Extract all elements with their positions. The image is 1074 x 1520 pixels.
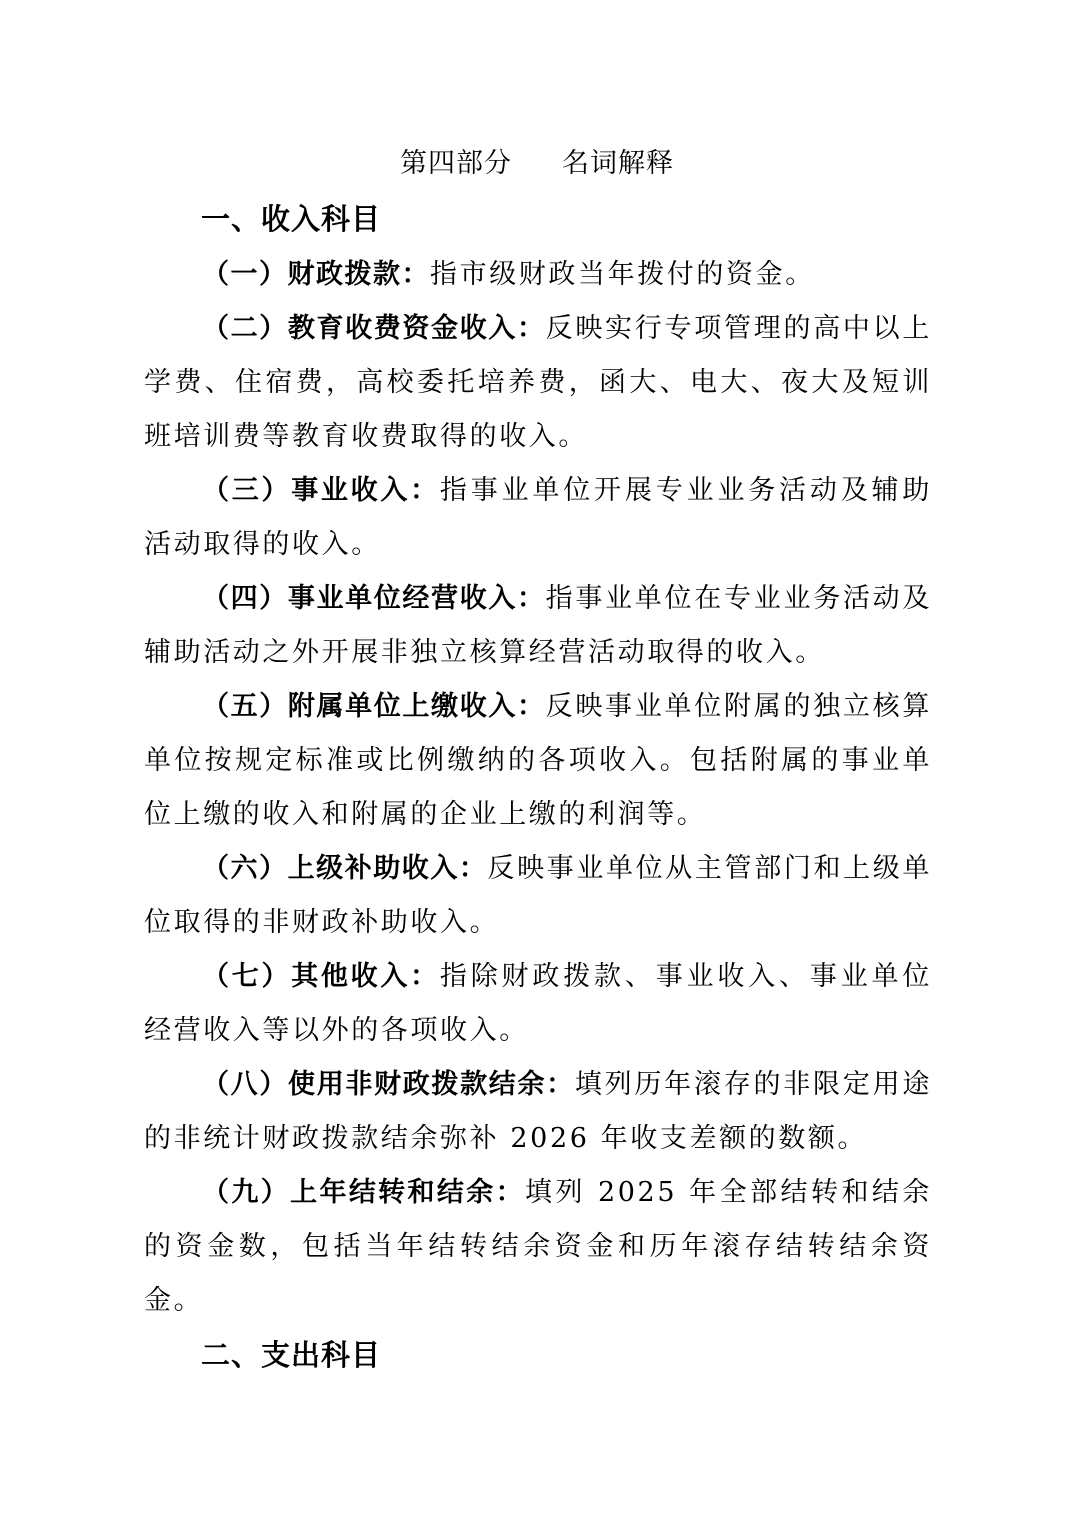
item-term: （四）事业单位经营收入： [202,583,546,614]
page-title [0,142,1074,186]
list-item [144,572,932,680]
item-definition: 反映事业单位附属的独立核算单位按规定标准或比例缴纳的各项收入。包括附属的事业单位上缴的收入和附属的企业上缴的利润等。 [144,691,932,830]
list-item [144,842,932,950]
item-definition: 指事业单位在专业业务活动及辅助活动之外开展非独立核算经营活动取得的收入。 [144,583,932,668]
item-term: （八）使用非财政拨款结余： [202,1069,575,1100]
section-heading-income: 一、收入科目 [201,202,382,236]
item-term: （七）其他收入： [202,961,440,992]
section-heading-expenditure: 二、支出科目 [201,1338,382,1372]
list-item [144,680,932,842]
item-term: （九）上年结转和结余： [202,1177,526,1208]
income-items [144,248,932,1328]
list-item [144,1058,932,1166]
list-item [144,1166,932,1328]
item-definition: 反映实行专项管理的高中以上学费、住宿费，高校委托培养费，函大、电大、夜大及短训班培训费等教育收费取得的收入。 [144,313,932,452]
item-term: （五）附属单位上缴收入： [202,691,546,722]
item-term: （三）事业收入： [202,475,440,506]
list-item [144,950,932,1058]
item-term: （二）教育收费资金收入： [202,313,546,344]
item-term: （六）上级补助收入： [202,853,488,884]
item-definition: 指事业单位开展专业业务活动及辅助活动取得的收入。 [144,475,932,560]
item-term: （一）财政拨款： [202,259,430,290]
page-title-name: 名词解释 [562,148,674,179]
item-definition: 指除财政拨款、事业收入、事业单位经营收入等以外的各项收入。 [144,961,932,1046]
list-item [144,464,932,572]
list-item [144,248,932,302]
item-definition: 指市级财政当年拨付的资金。 [430,259,815,290]
item-definition: 反映事业单位从主管部门和上级单位取得的非财政补助收入。 [144,853,933,938]
item-definition: 填列历年滚存的非限定用途的非统计财政拨款结余弥补 2026 年收支差额的数额。 [144,1069,932,1154]
list-item [144,302,932,464]
item-definition: 填列 2025 年全部结转和结余的资金数，包括当年结转结余资金和历年滚存结转结余资金。 [144,1177,933,1316]
page-title-part: 第四部分 [400,148,512,179]
